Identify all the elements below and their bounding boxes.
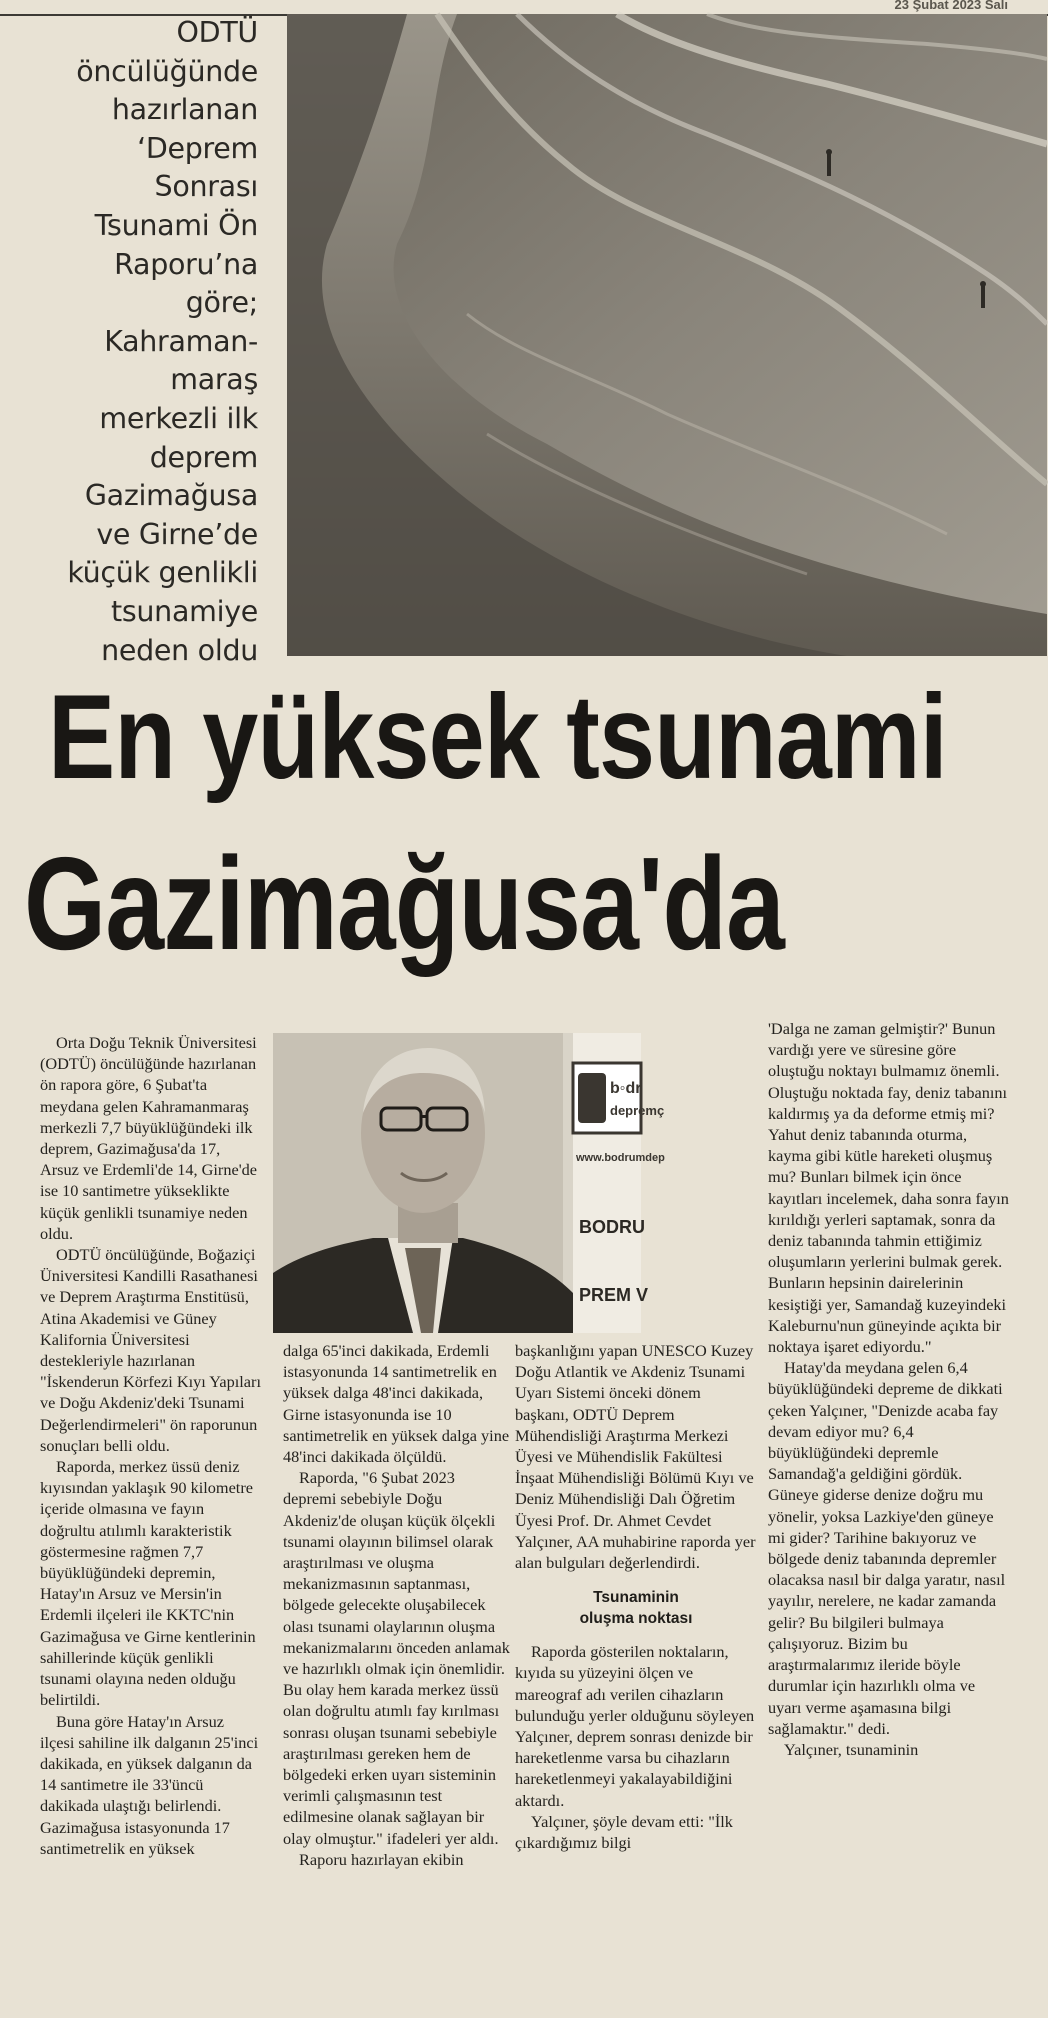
banner-mid-text-1: BODRU <box>579 1217 645 1237</box>
beach-photo <box>287 14 1047 656</box>
kicker-line: Raporu’na <box>114 247 258 281</box>
article-column-4 <box>768 1018 1012 1760</box>
paragraph: Buna göre Hatay'ın Arsuz ilçesi sahiline ilk dalganın 25'inci dakikada, en yüksek dalganın da 14 santimetre ile 33'üncü dakikada ulaştığı belirlendi. Gazimağusa istasyonunda 17 santimetrelik en yüksek <box>40 1711 259 1858</box>
issue-date: 23 Şubat 2023 Salı <box>894 0 1008 12</box>
article-column-2 <box>283 1340 511 1870</box>
kicker-line: Kahraman- <box>104 324 258 358</box>
paragraph: Raporda, "6 Şubat 2023 depremi sebebiyle Doğu Akdeniz'de oluşan küçük ölçekli tsunami olayının bilimsel olarak araştırılması ve oluşma mekanizmasının saptanması, bölgede gelecekte oluşabilecek olası tsunami olaylarının oluşma mekanizmalarını önceden anlamak ve hazırlıklı olmak için önemlidir. Bu olay hem karada merkez üssü olan doğrultu atımlı fay kırılması sonrası oluşan tsunami sebebiyle araştırılması gereken hem de bölgedeki erken uyarı sisteminin verimli çalışmasının test edilmesine olanak sağlayan bir olay olmuştur." ifadeleri yer aldı. <box>283 1468 510 1848</box>
paragraph: dalga 65'inci dakikada, Erdemli istasyonunda 14 santimetrelik en yüksek dalga 48'inci dakikada, Girne istasyonunda ise 10 santimetrelik en yüksek dalga yine 48'inci dakikada ölçüldü. <box>283 1341 510 1467</box>
kicker-line: hazırlanan <box>111 93 258 127</box>
paragraph: Hatay'da meydana gelen 6,4 büyüklüğündeki depreme de dikkati çeken Yalçıner, "Denizde acaba fay devam ediyor mu? 6,4 büyüklüğündeki depremle Samandağ'a geldiğini gördük. Güneye giderse denize doğru mu yönelir, yoksa Lazkiye'den güneye mi gider? Tarihine bakıyoruz ve bölgede deniz tabanında depremler olacaksa nasıl bir dalga yaratır, nasıl yayılır, nerelere, ne kadar zamanda gelir? Bu bilgileri bulmaya çalışıyoruz. Bizim bu araştırmalarımız ileride böyle durumlar için hazırlıklı olma ve uyarı verme aşamasına bilgi sağlamaktır." dedi. <box>768 1358 1006 1738</box>
kicker-line: ve Girne’de <box>96 517 258 551</box>
kicker-line: deprem <box>149 440 258 474</box>
banner-sub-text: depremç <box>610 1103 665 1118</box>
paragraph: Raporda gösterilen noktaların, kıyıda su yüzeyini ölçen ve mareograf adı verilen cihazların bulunduğu yerler olduğunu söyleyen Yalçıner, deprem sonrası denizde bir hareketlenme varsa bu cihazların hareketlenmeyi yakalayabildiğini aktardı. <box>515 1642 755 1810</box>
kicker-line: ODTÜ <box>176 16 258 49</box>
headline-line-1: En yüksek tsunami <box>48 670 947 804</box>
subheading <box>515 1587 757 1629</box>
paragraph: Orta Doğu Teknik Üniversitesi (ODTÜ) öncülüğünde hazırlanan ön rapora göre, 6 Şubat'ta meydana gelen Kahramanmaraş merkezli 7,7 büyüklüğündeki ilk deprem, Gazimağusa'da 17, Arsuz ve Erdemli'de 14, Girne'de ise 10 santimetre yükseklikte küçük genlikli tsunamiye neden oldu. <box>40 1033 257 1243</box>
kicker-line: Sonrası <box>154 170 258 204</box>
banner-top-text: b◦dr <box>610 1080 642 1097</box>
banner-url-text: www.bodrumdep <box>576 1152 665 1164</box>
headline-line-2: Gazimağusa'da <box>24 830 785 977</box>
article-column-1 <box>40 1032 262 1859</box>
kicker-line: neden oldu <box>101 633 258 667</box>
paragraph: Raporu hazırlayan ekibin <box>299 1849 464 1869</box>
kicker-line: küçük genlikli <box>67 556 258 590</box>
person-portrait-icon <box>273 1033 665 1333</box>
paragraph: Raporda, merkez üssü deniz kıyısından yaklaşık 90 kilometre içeride olmasına ve fayın doğrultu atılımlı karakteristik göstermesine rağmen 7,7 büyüklüğündeki depremin, Hatay'ın Arsuz ve Mersin'in Erdemli ilçeleri ile KKTC'nin Gazimağusa ve Girne kentlerinin sahillerinde küçük genlikli tsunami olayına neden olduğu belirtildi. <box>40 1457 256 1710</box>
kicker-line: maraş <box>170 363 258 397</box>
kicker-line: tsunamiye <box>111 594 258 628</box>
kicker-line: Tsunami Ön <box>94 208 258 242</box>
paragraph: Yalçıner, şöyle devam etti: "İlk çıkardığımız bilgi <box>515 1811 733 1853</box>
subheading-line-2: oluşma noktası <box>579 1610 693 1628</box>
paragraph: Yalçıner, tsunaminin <box>784 1739 919 1759</box>
beach-waves-icon <box>287 14 1047 656</box>
kicker-line: merkezli ilk <box>99 401 258 435</box>
kicker-line: ‘Deprem <box>137 131 258 165</box>
paragraph: başkanlığını yapan UNESCO Kuzey Doğu Atlantik ve Akdeniz Tsunami Uyarı Sistemi önceki dönem başkanı, ODTÜ Deprem Mühendisliği Araştırma Merkezi Üyesi ve Mühendislik Fakültesi İnşaat Mühendisliği Bölümü Kıyı ve Deniz Mühendisliği Dalı Öğretim Üyesi Prof. Dr. Ahmet Cevdet Yalçıner, AA muhabirine raporda yer alan bulguları değerlendirdi. <box>515 1341 756 1573</box>
article-column-3 <box>515 1340 757 1853</box>
portrait-photo <box>273 1033 665 1333</box>
kicker-line: öncülüğünde <box>76 54 258 88</box>
kicker-line: göre; <box>185 286 258 320</box>
banner-mid-text-2: PREM V <box>579 1285 649 1305</box>
subheading-line-1: Tsunaminin <box>593 1589 679 1607</box>
kicker-text <box>30 14 258 670</box>
paragraph: ODTÜ öncülüğünde, Boğaziçi Üniversitesi Kandilli Rasathanesi ve Deprem Araştırma Enstitüsü, Atina Akademisi ve Güney Kalifornia Üniversitesi destekleriyle hazırlanan "İskenderun Körfezi Kıyı Yapıları ve Doğu Akdeniz'deki Tsunami Değerlendirmeleri" ön raporunun sonuçları belli oldu. <box>40 1245 261 1455</box>
kicker-line: Gazimağusa <box>84 479 258 513</box>
paragraph: 'Dalga ne zaman gelmiştir?' Bunun vardığı yere ve süresine göre oluştuğu noktayı bulmamız önemli. Oluştuğu noktada fay, deniz tabanını kaldırmış ya da deforme etmiş mi? Yahut deniz tabanında oturma, kayma gibi kütle hareketi oluşmuş mu? Bunları bilmek için önce kayıtları incelemek, daha sonra fayın kırıldığı yerleri saptamak, sonra da deniz tabanında tahmin ettiğimiz oluşumların yerlerini bulmak gerek. Bunların hepsinin dairelerinin kesiştiği yer, Samandağ kuzeyindeki Kaleburnu'nun güneyinde açıkta bir noktaya işaret ediyordu." <box>768 1019 1009 1357</box>
